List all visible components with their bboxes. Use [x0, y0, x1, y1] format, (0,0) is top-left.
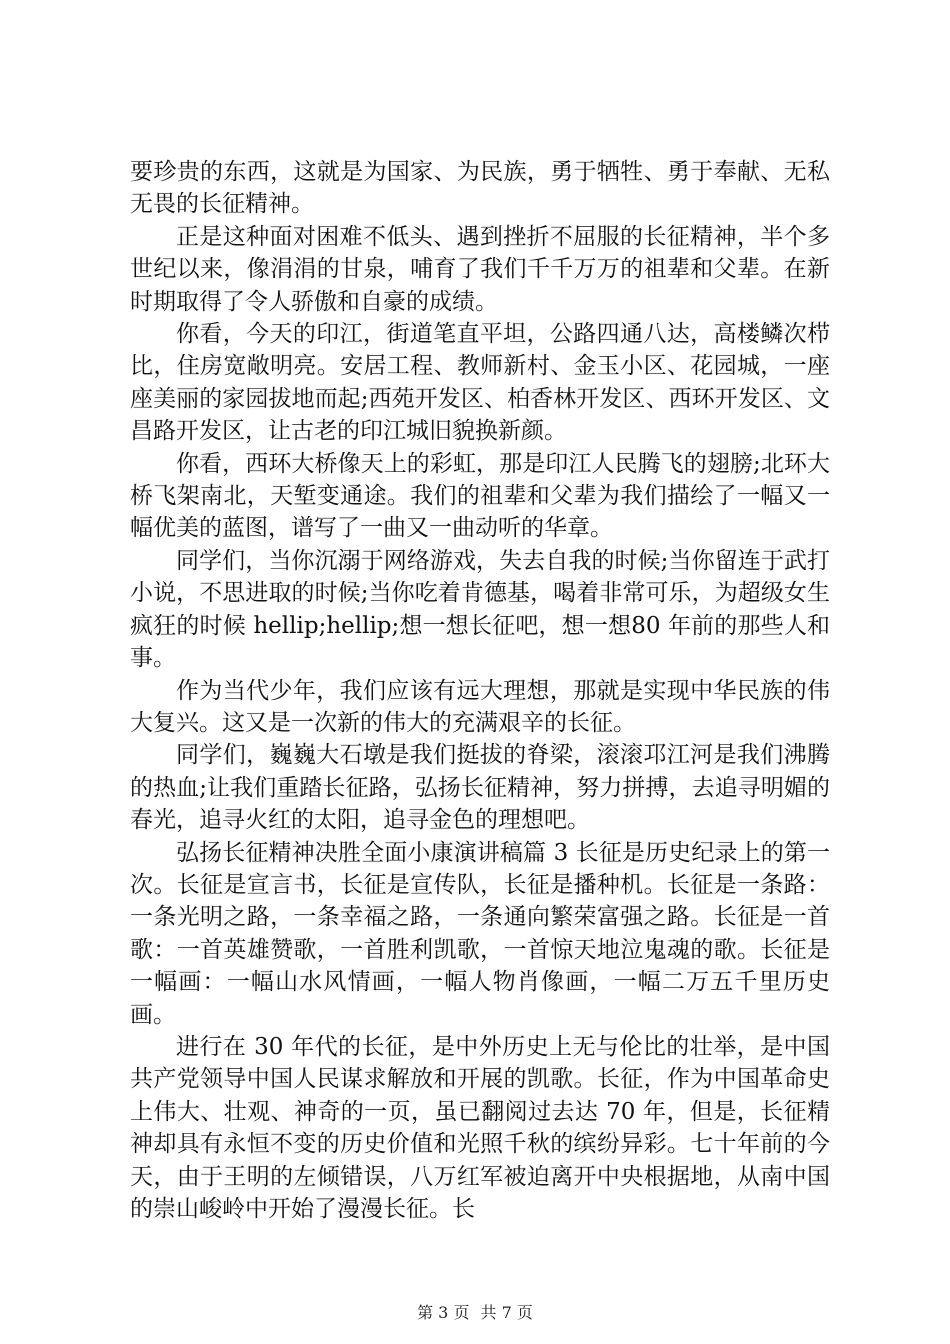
document-body — [130, 156, 830, 1225]
paragraph-5: 同学们，当你沉溺于网络游戏，失去自我的时候;当你留连于武打小说，不思进取的时候;当你吃着肯德基，喝着非常可乐，为超级女生疯狂的时候 hellip;hellip;想一想长征吧，想一想80 年前的那些人和事。 — [130, 547, 830, 672]
page-number-total: 共 7 页 — [480, 1303, 533, 1322]
paragraph-3: 你看，今天的印江，街道笔直平坦，公路四通八达，高楼鳞次栉比，住房宽敞明亮。安居工程、教师新村、金玉小区、花园城，一座座美丽的家园拔地而起;西苑开发区、柏香林开发区、西环开发区、文昌路开发区，让古老的印江城旧貌换新颜。 — [130, 321, 830, 445]
paragraph-6: 作为当代少年，我们应该有远大理想，那就是实现中华民族的伟大复兴。这又是一次新的伟大的充满艰辛的长征。 — [130, 677, 830, 736]
paragraph-4: 你看，西环大桥像天上的彩虹，那是印江人民腾飞的翅膀;北环大桥飞架南北，天堑变通途。我们的祖辈和父辈为我们描绘了一幅又一幅优美的蓝图，谱写了一曲又一曲动听的华章。 — [130, 450, 830, 542]
paragraph-2: 正是这种面对困难不低头、遇到挫折不屈服的长征精神，半个多世纪以来，像涓涓的甘泉，哺育了我们千千万万的祖辈和父辈。在新时期取得了令人骄傲和自豪的成绩。 — [130, 223, 830, 315]
paragraph-8: 弘扬长征精神决胜全面小康演讲稿篇 3 长征是历史纪录上的第一次。长征是宣言书，长征是宣传队，长征是播种机。长征是一条路：一条光明之路，一条幸福之路，一条通向繁荣富强之路。长征是一首歌：一首英雄赞歌，一首胜利凯歌，一首惊天地泣鬼魂的歌。长征是一幅画：一幅山水风情画，一幅人物肖像画，一幅二万五千里历史画。 — [130, 839, 830, 1028]
page-number-current: 第 3 页 — [417, 1303, 470, 1322]
paragraph-1: 要珍贵的东西，这就是为国家、为民族，勇于牺牲、勇于奉献、无私无畏的长征精神。 — [130, 159, 830, 218]
paragraph-9: 进行在 30 年代的长征，是中外历史上无与伦比的壮举，是中国共产党领导中国人民谋求解放和开展的凯歌。长征，作为中国革命史上伟大、壮观、神奇的一页，虽已翻阅过去达 70 年，但是，长征精神却具有永恒不变的历史价值和光照千秋的缤纷异彩。七十年前的今天，由于王明的左倾错误，八万红军被迫离开中央根据地，从南中国的崇山峻岭中开始了漫漫长征。长 — [130, 1033, 830, 1222]
page-footer — [0, 1300, 950, 1323]
paragraph-7: 同学们，巍巍大石墩是我们挺拔的脊梁，滚滚邛江河是我们沸腾的热血;让我们重踏长征路，弘扬长征精神，努力拼搏，去追寻明媚的春光，追寻火红的太阳，追寻金色的理想吧。 — [130, 742, 830, 834]
